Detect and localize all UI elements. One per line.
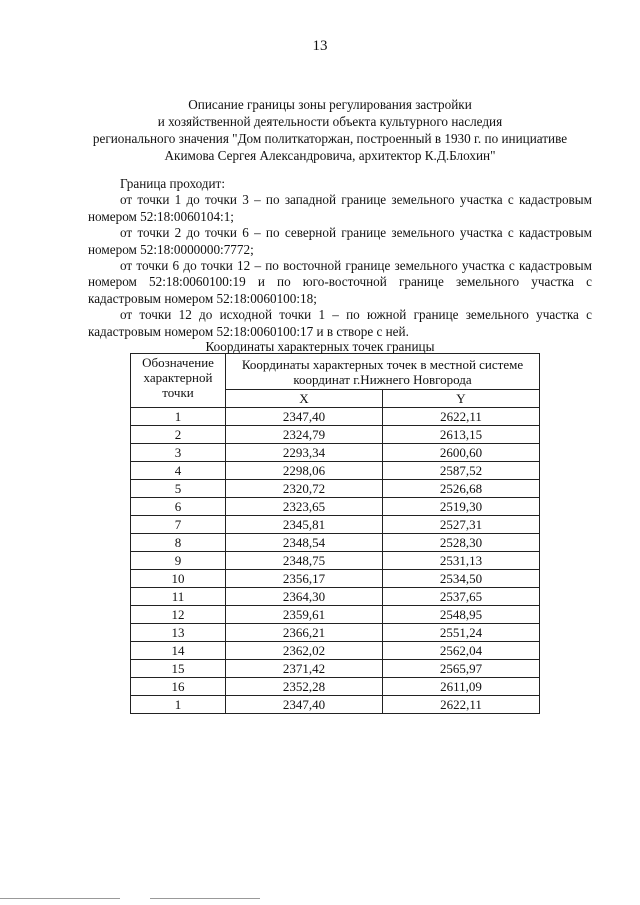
point-cell: 1 bbox=[131, 696, 226, 714]
y-cell: 2613,15 bbox=[383, 426, 540, 444]
y-cell: 2537,65 bbox=[383, 588, 540, 606]
point-cell: 3 bbox=[131, 444, 226, 462]
y-cell: 2551,24 bbox=[383, 624, 540, 642]
point-cell: 1 bbox=[131, 408, 226, 426]
point-cell: 10 bbox=[131, 570, 226, 588]
table-row bbox=[131, 462, 540, 480]
title-line-3: регионального значения "Дом политкаторжан, построенный в 1930 г. по инициативе bbox=[92, 131, 568, 146]
table-row bbox=[131, 606, 540, 624]
point-cell: 8 bbox=[131, 534, 226, 552]
point-cell: 12 bbox=[131, 606, 226, 624]
point-cell: 13 bbox=[131, 624, 226, 642]
x-cell: 2293,34 bbox=[226, 444, 383, 462]
point-cell: 2 bbox=[131, 426, 226, 444]
point-cell: 6 bbox=[131, 498, 226, 516]
x-cell: 2359,61 bbox=[226, 606, 383, 624]
x-cell: 2362,02 bbox=[226, 642, 383, 660]
x-cell: 2356,17 bbox=[226, 570, 383, 588]
table-row bbox=[131, 624, 540, 642]
boundary-paragraph-3: от точки 6 до точки 12 – по восточной границе земельного участка с кадастровым номером 52:18:0060100:19 и по юго-восточной границе земельного участка с кадастровым номером 52:18:0060100:18; bbox=[88, 258, 592, 306]
x-cell: 2323,65 bbox=[226, 498, 383, 516]
table-row bbox=[131, 480, 540, 498]
y-cell: 2548,95 bbox=[383, 606, 540, 624]
point-cell: 7 bbox=[131, 516, 226, 534]
table-row bbox=[131, 444, 540, 462]
y-cell: 2611,09 bbox=[383, 678, 540, 696]
x-cell: 2366,21 bbox=[226, 624, 383, 642]
header-point-label: Обозначение характерной точки bbox=[131, 354, 226, 408]
table-row bbox=[131, 426, 540, 444]
x-cell: 2324,79 bbox=[226, 426, 383, 444]
intro-text: Граница проходит: bbox=[120, 176, 225, 191]
table-row bbox=[131, 516, 540, 534]
title-line-2: и хозяйственной деятельности объекта культурного наследия bbox=[157, 114, 503, 129]
table-row bbox=[131, 408, 540, 426]
coordinates-table bbox=[130, 353, 540, 714]
y-cell: 2622,11 bbox=[383, 408, 540, 426]
document-title bbox=[60, 96, 600, 164]
point-cell: 14 bbox=[131, 642, 226, 660]
table-row bbox=[131, 588, 540, 606]
boundary-paragraph-1: от точки 1 до точки 3 – по западной границе земельного участка с кадастровым номером 52:18:0060104:1; bbox=[88, 192, 592, 224]
y-cell: 2622,11 bbox=[383, 696, 540, 714]
y-cell: 2519,30 bbox=[383, 498, 540, 516]
y-cell: 2526,68 bbox=[383, 480, 540, 498]
x-cell: 2348,54 bbox=[226, 534, 383, 552]
title-line-4: Акимова Сергея Александровича, архитектор К.Д.Блохин" bbox=[164, 148, 496, 163]
x-cell: 2345,81 bbox=[226, 516, 383, 534]
x-cell: 2364,30 bbox=[226, 588, 383, 606]
x-cell: 2348,75 bbox=[226, 552, 383, 570]
point-cell: 5 bbox=[131, 480, 226, 498]
y-cell: 2528,30 bbox=[383, 534, 540, 552]
x-cell: 2320,72 bbox=[226, 480, 383, 498]
boundary-paragraph-2: от точки 2 до точки 6 – по северной границе земельного участка с кадастровым номером 52:18:0000000:7772; bbox=[88, 225, 592, 257]
y-cell: 2562,04 bbox=[383, 642, 540, 660]
page-bottom-edge bbox=[0, 898, 640, 900]
page-number: 13 bbox=[312, 38, 328, 54]
table-row bbox=[131, 570, 540, 588]
x-cell: 2352,28 bbox=[226, 678, 383, 696]
boundary-paragraph-4: от точки 12 до исходной точки 1 – по южной границе земельного участка с кадастровым номером 52:18:0060100:17 и в створе с ней. bbox=[88, 307, 592, 339]
x-cell: 2347,40 bbox=[226, 408, 383, 426]
point-cell: 9 bbox=[131, 552, 226, 570]
title-line-1: Описание границы зоны регулирования застройки bbox=[188, 97, 472, 112]
y-cell: 2587,52 bbox=[383, 462, 540, 480]
point-cell: 15 bbox=[131, 660, 226, 678]
x-cell: 2347,40 bbox=[226, 696, 383, 714]
table-row bbox=[131, 696, 540, 714]
boundary-description bbox=[88, 176, 592, 340]
x-cell: 2371,42 bbox=[226, 660, 383, 678]
y-cell: 2565,97 bbox=[383, 660, 540, 678]
table-row bbox=[131, 678, 540, 696]
point-cell: 11 bbox=[131, 588, 226, 606]
table-caption: Координаты характерных точек границы bbox=[205, 339, 435, 354]
table-row bbox=[131, 552, 540, 570]
y-cell: 2531,13 bbox=[383, 552, 540, 570]
x-cell: 2298,06 bbox=[226, 462, 383, 480]
y-cell: 2534,50 bbox=[383, 570, 540, 588]
header-coordinates: Координаты характерных точек в местной системе координат г.Нижнего Новгорода bbox=[226, 354, 540, 390]
table-row bbox=[131, 660, 540, 678]
header-y: Y bbox=[383, 390, 540, 408]
point-cell: 16 bbox=[131, 678, 226, 696]
point-cell: 4 bbox=[131, 462, 226, 480]
y-cell: 2600,60 bbox=[383, 444, 540, 462]
table-row bbox=[131, 498, 540, 516]
table-row bbox=[131, 534, 540, 552]
table-row bbox=[131, 642, 540, 660]
header-x: X bbox=[226, 390, 383, 408]
y-cell: 2527,31 bbox=[383, 516, 540, 534]
